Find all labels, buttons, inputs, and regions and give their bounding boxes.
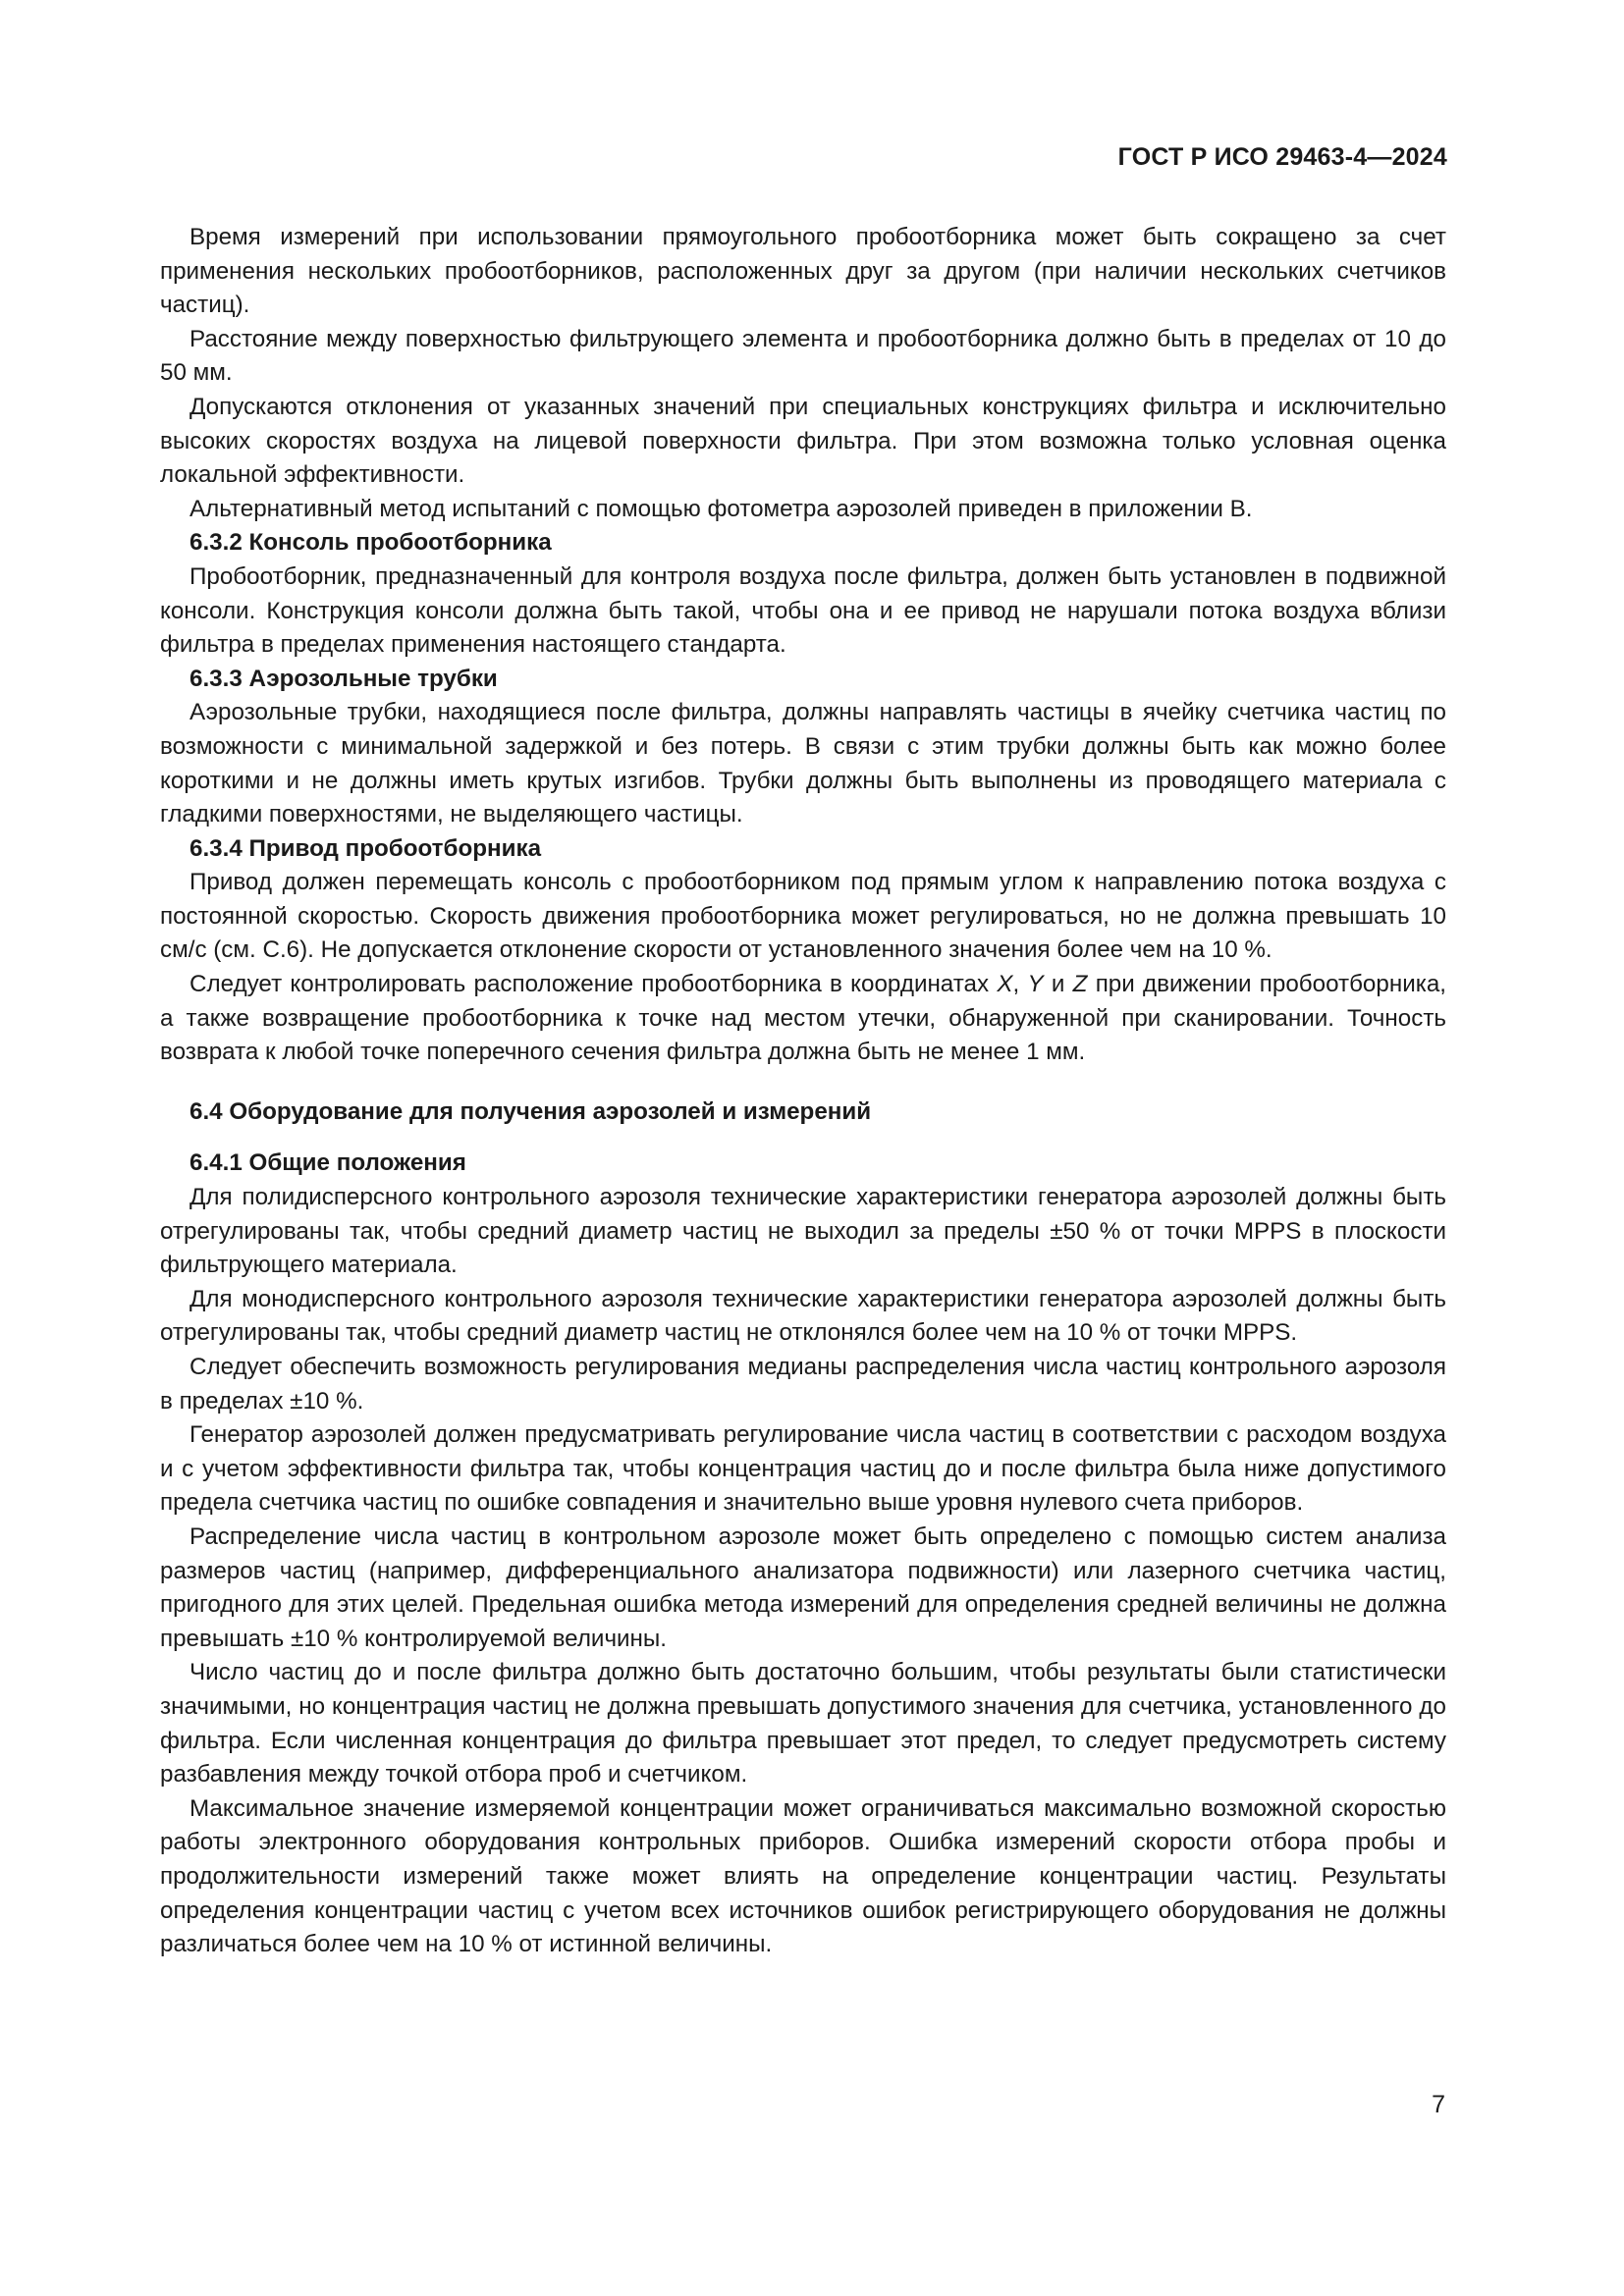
paragraph: Допускаются отклонения от указанных значений при специальных конструкциях фильтра и исключительно высоких скоростях воздуха на лицевой поверхности фильтра. При этом возможна только условная оценка локальной эффективности. bbox=[160, 393, 1446, 489]
paragraph: Привод должен перемещать консоль с пробоотборником под прямым углом к направлению потока воздуха с постоянной скоростью. Скорость движения пробоотборника может регулироваться, но не должна превышать 10 см/с (см. С.6). Не допускается отклонение скорости от установленного значения более чем на 10 %. bbox=[160, 869, 1446, 964]
paragraph: Пробоотборник, предназначенный для контроля воздуха после фильтра, должен быть установлен в подвижной консоли. Конструкция консоли должна быть такой, чтобы она и ее привод не нарушали потока воздуха вблизи фильтра в пределах применения настоящего стандарта. bbox=[160, 562, 1446, 659]
coordinate-x: X bbox=[997, 971, 1013, 998]
text-span: , bbox=[1012, 971, 1028, 998]
paragraph: Максимальное значение измеряемой концентрации может ограничиваться максимально возможной скоростью работы электронного оборудования контрольных приборов. Ошибка измерений скорости отбора пробы и продолжительности измерений также может влиять на определение концентрации частиц. Результаты определения концентрации частиц с учетом всех источников ошибок регистрирующего оборудования не должны различаться более чем на 10 % от истинной величины. bbox=[160, 1794, 1446, 1958]
section-heading-6-3-2: 6.3.2 Консоль пробоотборника bbox=[189, 529, 552, 557]
coordinate-z: Z bbox=[1072, 971, 1088, 998]
coordinate-y: Y bbox=[1027, 971, 1044, 998]
paragraph: Для полидисперсного контрольного аэрозоля технические характеристики генератора аэрозолей должны быть отрегулированы так, чтобы средний диаметр частиц не выходил за пределы ±50 % от точки MPPS в плоскости фильтрующего материала. bbox=[160, 1184, 1446, 1279]
section-heading-6-4: 6.4 Оборудование для получения аэрозолей и измерений bbox=[189, 1097, 872, 1125]
text-span: Следует контролировать расположение пробоотборника в координатах bbox=[189, 971, 998, 998]
paragraph: Распределение числа частиц в контрольном аэрозоле может быть определено с помощью систем анализа размеров частиц (например, дифференциального анализатора подвижности) или лазерного счетчика частиц, пригодного для этих целей. Предельная ошибка метода измерений для определения средней величины не должна превышать ±10 % контролируемой величины. bbox=[160, 1522, 1446, 1652]
paragraph: Альтернативный метод испытаний с помощью фотометра аэрозолей приведен в приложении В. bbox=[189, 495, 1253, 522]
text-span: при движении пробоотборника, а также возвращение пробоотборника к точке над местом утечки, обнаруженной при сканировании. Точность возврата к любой точке поперечного сечения фильтра должна быть не менее 1 мм. bbox=[160, 971, 1446, 1066]
paragraph: Следует обеспечить возможность регулирования медианы распределения числа частиц контрольного аэрозоля в пределах ±10 %. bbox=[160, 1354, 1446, 1415]
paragraph: Число частиц до и после фильтра должно быть достаточно большим, чтобы результаты были статистически значимыми, но концентрация частиц не должна превышать допустимого значения для счетчика, установленного до фильтра. Если численная концентрация до фильтра превышает этот предел, то следует предусмотреть систему разбавления между точкой отбора проб и счетчиком. bbox=[160, 1659, 1446, 1789]
paragraph: Генератор аэрозолей должен предусматривать регулирование числа частиц в соответствии с расходом воздуха и с учетом эффективности фильтра так, чтобы концентрация частиц до и после фильтра была ниже допустимого предела счетчика частиц по ошибке совпадения и значительно выше уровня нулевого счета приборов. bbox=[160, 1421, 1446, 1517]
paragraph-coordinates bbox=[160, 968, 1446, 1070]
paragraph: Аэрозольные трубки, находящиеся после фильтра, должны направлять частицы в ячейку счетчика частиц по возможности с минимальной задержкой и без потерь. В связи с этим трубки должны быть как можно более короткими и не должны иметь крутых изгибов. Трубки должны быть выполнены из проводящего материала с гладкими поверхностями, не выделяющего частицы. bbox=[160, 699, 1446, 828]
paragraph: Время измерений при использовании прямоугольного пробоотборника может быть сокращено за счет применения нескольких пробоотборников, расположенных друг за другом (при наличии нескольких счетчиков частиц). bbox=[160, 224, 1446, 319]
page-number: 7 bbox=[1432, 2091, 1445, 2118]
document-code-header: ГОСТ Р ИСО 29463-4—2024 bbox=[1117, 143, 1447, 171]
text-span: и bbox=[1043, 971, 1073, 998]
paragraph: Расстояние между поверхностью фильтрующего элемента и пробоотборника должно быть в пределах от 10 до 50 мм. bbox=[160, 325, 1446, 387]
document-body bbox=[160, 221, 1446, 1962]
section-heading-6-3-4: 6.3.4 Привод пробоотборника bbox=[189, 834, 542, 862]
section-heading-6-3-3: 6.3.3 Аэрозольные трубки bbox=[189, 665, 498, 692]
paragraph: Для монодисперсного контрольного аэрозоля технические характеристики генератора аэрозолей должны быть отрегулированы так, чтобы средний диаметр частиц не отклонялся более чем на 10 % от точки MPPS. bbox=[160, 1285, 1446, 1347]
section-heading-6-4-1: 6.4.1 Общие положения bbox=[189, 1149, 466, 1177]
